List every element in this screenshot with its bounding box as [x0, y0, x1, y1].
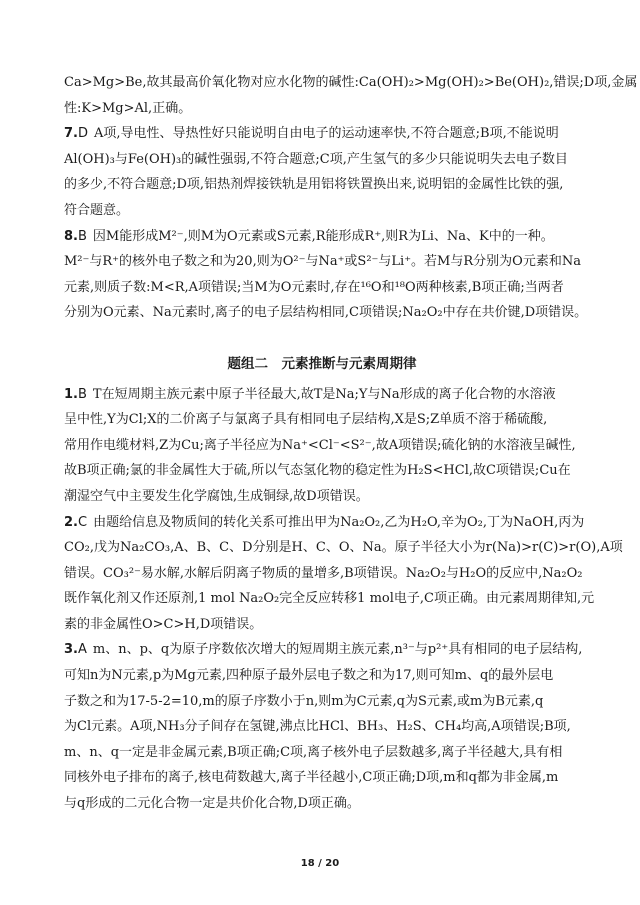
text-line: 呈中性,Y为Cl;X的二价离子与氯离子具有相同电子层结构,X是S;Z单质不溶于稀硫酸,: [64, 412, 548, 428]
item-answer: C: [77, 514, 88, 530]
text-line: 子数之和为17-5-2=10,m的原子序数小于n,则m为C元素,q为S元素,或m为B元素,q: [64, 693, 544, 709]
text-line: 故B项正确;氯的非金属性大于硫,所以气态氢化物的稳定性为H₂S<HCl,故C项错误;Cu在: [64, 463, 571, 479]
text-line: CO₂,戊为Na₂CO₃,A、B、C、D分别是H、C、O、Na。原子半径大小为r(Na)>r(C)>r(O),A项: [64, 540, 623, 556]
text-line: [64, 121, 580, 147]
text-line: 性:K>Mg>Al,正确。: [64, 100, 192, 116]
text-line: Ca>Mg>Be,故其最高价氧化物对应水化物的碱性:Ca(OH)₂>Mg(OH)₂>Be(OH)₂,错误;D项,金属: [64, 75, 638, 90]
item-text: 由题给信息及物质间的转化关系可推出甲为Na₂O₂,乙为H₂O,辛为O₂,丁为NaOH,丙为: [93, 514, 585, 530]
text-line: 分别为O元素、Na元素时,离子的电子层结构相同,C项错误;Na₂O₂中存在共价键,D项错误。: [64, 305, 588, 321]
item-text: m、n、p、q为原子序数依次增大的短周期主族元素,n³⁻与p²⁺具有相同的电子层结构,: [92, 642, 583, 658]
text-line: 的多少,不符合题意;D项,铝热剂焊接铁轨是用铝将铁置换出来,说明铝的金属性比铁的强,: [64, 177, 564, 193]
text-line: 潮湿空气中主要发生化学腐蚀,生成铜绿,故D项错误。: [64, 488, 369, 504]
text-line: [64, 510, 585, 536]
text-line: 元素,则质子数:M<R,A项错误;当M为O元素时,存在¹⁶O和¹⁸O两种核素,B项正确;当两者: [64, 279, 564, 295]
document-body: [64, 70, 638, 817]
section-item-1: [64, 382, 580, 510]
item-number: 1.: [64, 386, 78, 402]
text-line: 可知n为N元素,p为Mg元素,四种原子最外层电子数之和为17,则可知m、q的最外层电: [64, 668, 554, 684]
item-answer: D: [77, 126, 88, 142]
text-line: Al(OH)₃与Fe(OH)₃的碱性强弱,不符合题意;C项,产生氢气的多少只能说明失去电子数目: [64, 151, 568, 167]
item-number: 3.: [64, 642, 78, 658]
item-answer: B: [77, 386, 87, 402]
text-line: 错误。CO₃²⁻易水解,水解后阴离子物质的量增多,B项错误。Na₂O₂与H₂O的反应中,Na₂O₂: [64, 565, 583, 581]
item-answer: B: [77, 228, 87, 244]
section-item-3: [64, 637, 583, 816]
text-line: 符合题意。: [64, 202, 130, 218]
item-number: 7.: [64, 126, 78, 142]
text-line: [64, 224, 580, 250]
page-number: 18 / 20: [300, 858, 340, 869]
text-line: [64, 382, 580, 408]
section-item-2: [64, 510, 623, 638]
text-line: 与q形成的二元化合物一定是共价化合物,D项正确。: [64, 796, 360, 812]
answer-item-8: [64, 224, 588, 326]
text-line: 为Cl元素。A项,NH₃分子间存在氢键,沸点比HCl、BH₃、H₂S、CH₄均高,A项错误;B项,: [64, 719, 571, 735]
text-line: M²⁻与R⁺的核外电子数之和为20,则为O²⁻与Na⁺或S²⁻与Li⁺。若M与R分别为O元素和Na: [64, 254, 581, 270]
continuation-paragraph: [64, 70, 638, 121]
item-text: 因M能形成M²⁻,则M为O元素或S元素,R能形成R⁺,则R为Li、Na、K中的一种。: [92, 228, 554, 244]
text-line: [64, 637, 583, 663]
section-title: 题组二 元素推断与元素周期律: [227, 355, 417, 372]
text-line: 常用作电缆材料,Z为Cu;离子半径应为Na⁺<Cl⁻<S²⁻,故A项错误;硫化钠的水溶液呈碱性,: [64, 437, 576, 453]
text-line: m、n、q一定是非金属元素,B项正确;C项,离子核外电子层数越多,离子半径越大,具有相: [64, 744, 563, 760]
text-line: 素的非金属性O>C>H,D项错误。: [64, 616, 263, 632]
text-line: 同核外电子排布的离子,核电荷数越大,离子半径越小,C项正确;D项,m和q都为非金属,m: [64, 770, 559, 786]
item-text: A项,导电性、导热性好只能说明自由电子的运动速率快,不符合题意;B项,不能说明: [94, 126, 559, 142]
answer-item-7: [64, 121, 580, 223]
text-line: 既作氧化剂又作还原剂,1 mol Na₂O₂完全反应转移1 mol电子,C项正确。由元素周期律知,元: [64, 591, 595, 607]
item-number: 2.: [64, 514, 78, 530]
item-answer: A: [77, 642, 87, 658]
item-text: T在短周期主族元素中原子半径最大,故T是Na;Y与Na形成的离子化合物的水溶液: [92, 386, 556, 402]
item-number: 8.: [64, 228, 78, 244]
